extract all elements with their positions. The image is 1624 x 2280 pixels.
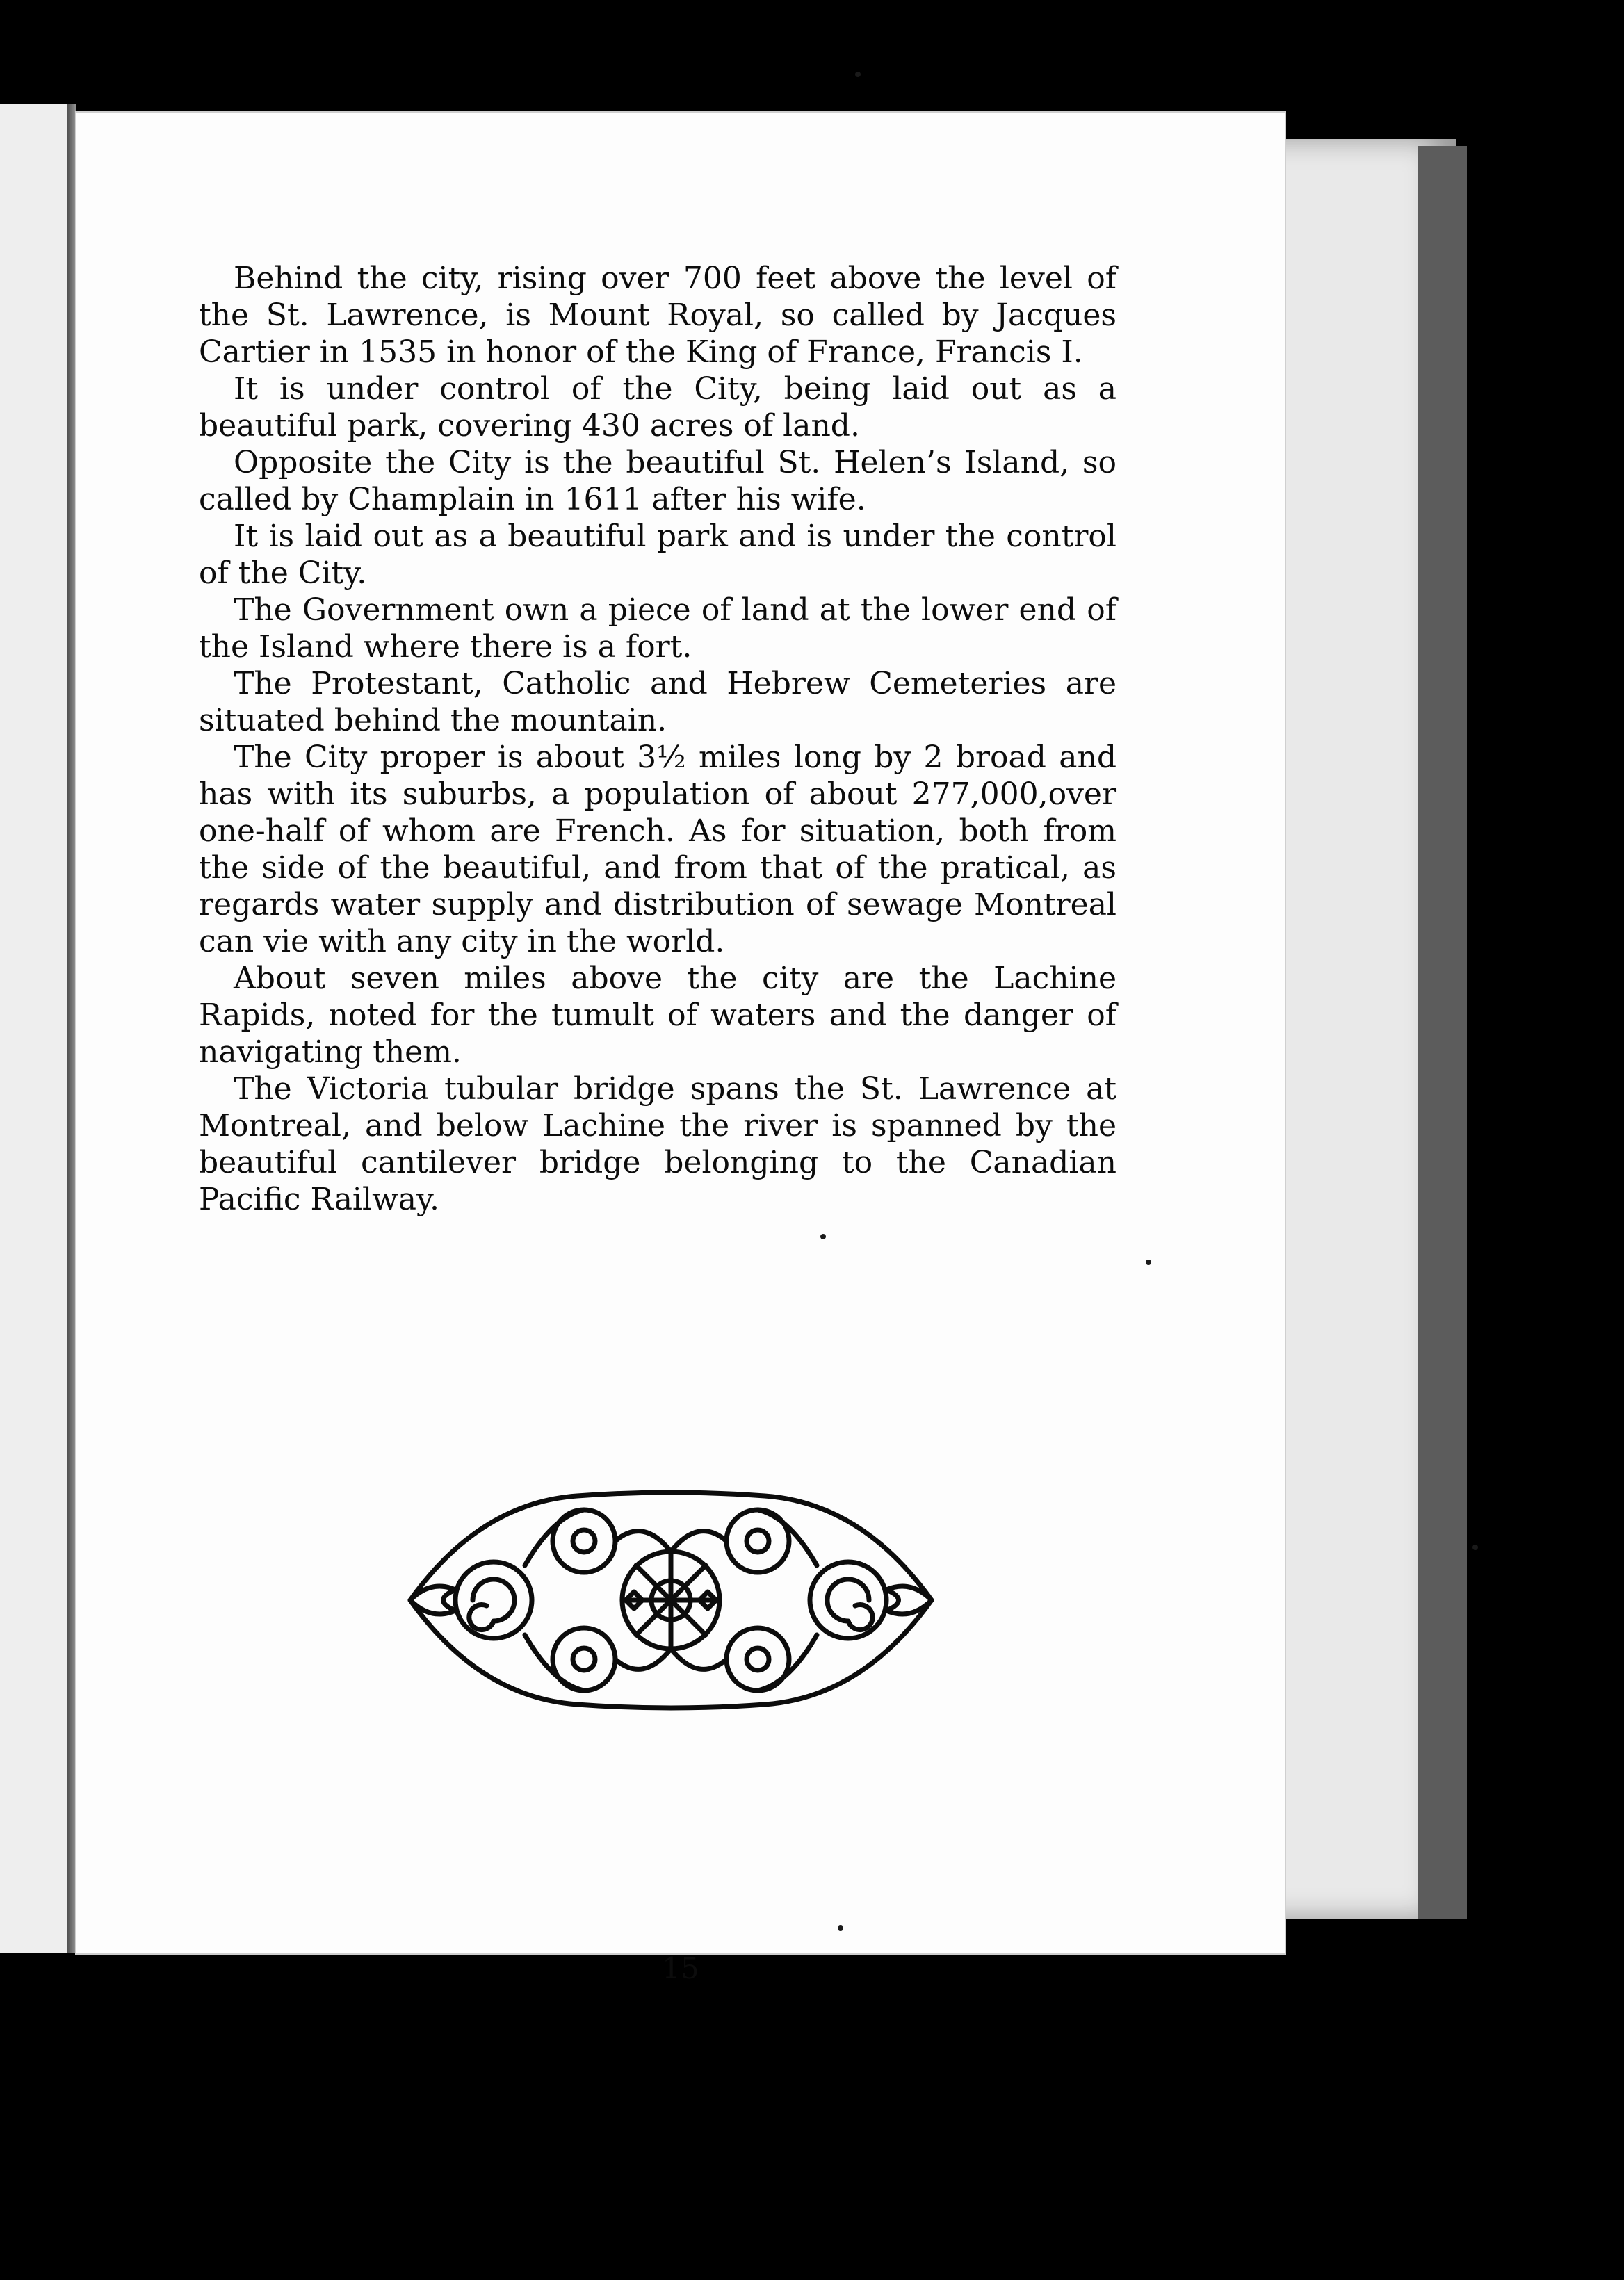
paragraph-victoria-bridge: The Victoria tubular bridge spans the St. Lawrence at Montreal, and below Lachine the river is spanned by the beautiful cantilever bridge belonging to the Canadian Pacific Railway. [199, 1071, 1116, 1217]
paragraph-lachine-rapids: About seven miles above the city are the Lachine Rapids, noted for the tumult of waters and the danger of navigating them. [199, 961, 1116, 1070]
book-binding [67, 104, 76, 1953]
paragraph-city-control: It is under control of the City, being laid out as a beautiful park, covering 430 acres of land. [199, 371, 1116, 443]
body-text [199, 260, 1116, 1218]
paragraph-island-park: It is laid out as a beautiful park and is under the control of the City. [199, 519, 1116, 591]
dust-speck [838, 1925, 843, 1931]
dust-speck [855, 72, 861, 77]
paragraph-cemeteries: The Protestant, Catholic and Hebrew Cemeteries are situated behind the mountain. [199, 666, 1116, 738]
decorative-scroll-ornament-icon [396, 1475, 945, 1725]
paragraph-city-proper: The City proper is about 3½ miles long by 2 broad and has with its suburbs, a population of about 277,000,over one-half of whom are French. As for situation, both from the side of the beautiful, and from that of the pratical, as regards water supply and distribution of sewage Montreal can vie with any city in the world. [199, 740, 1116, 959]
page-number: 15 [662, 1951, 699, 1985]
dust-speck [820, 1234, 826, 1239]
book-page [76, 113, 1285, 1985]
paragraph-government-fort: The Government own a piece of land at the lower end of the Island where there is a fort. [199, 592, 1116, 665]
dust-speck [1146, 1260, 1151, 1265]
dust-speck [1472, 1545, 1478, 1550]
book-cover-edge [1418, 146, 1467, 1919]
left-page-edge [0, 104, 76, 1953]
paragraph-mount-royal: Behind the city, rising over 700 feet above the level of the St. Lawrence, is Mount Royal, so called by Jacques Cartier in 1535 in honor of the King of France, Francis I. [199, 261, 1116, 370]
paragraph-st-helens-island: Opposite the City is the beautiful St. Helen’s Island, so called by Champlain in 1611 after his wife. [199, 445, 1116, 517]
